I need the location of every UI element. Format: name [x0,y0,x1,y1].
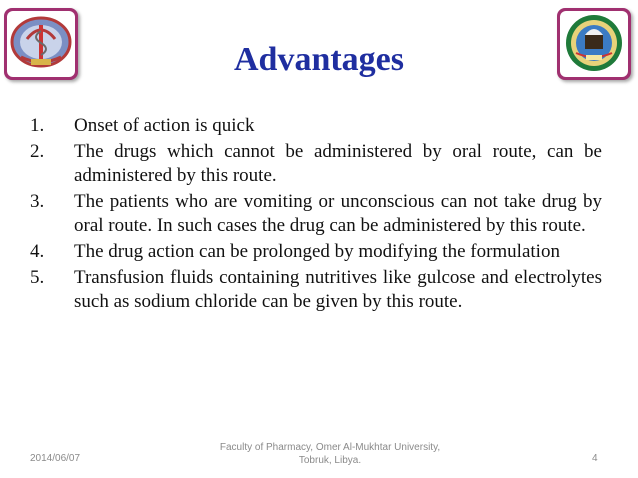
list-item-text: The patients who are vomiting or unconscious can not take drug by oral route. In such cases the drug can be administered by this route. [74,191,602,236]
footer-affiliation-line: Tobruk, Libya. [298,455,362,466]
list-item-text: The drugs which cannot be administered by oral route, can be administered by this route. [74,141,602,186]
list-item-number: 5. [30,267,45,288]
list-item [30,140,602,188]
advantages-list [30,114,602,316]
list-item [30,266,602,314]
page-number: 4 [592,453,598,464]
footer-date: 2014/06/07 [30,453,81,464]
footer-affiliation-line: Faculty of Pharmacy, Omer Al-Mukhtar University, [219,442,441,453]
list-item-text: The drug action can be prolonged by modifying the formulation [74,241,560,262]
list-item-number: 1. [30,115,45,136]
list-item-text: Transfusion fluids containing nutritives like gulcose and electrolytes such as sodium chloride can be given by this route. [74,267,602,312]
footer-affiliation [200,441,460,467]
list-item [30,240,602,264]
list-item-number: 4. [30,241,45,262]
list-item-text: Onset of action is quick [74,115,255,136]
list-item [30,114,602,138]
list-item-number: 3. [30,191,45,212]
list-item [30,190,602,238]
list-item-number: 2. [30,141,45,162]
slide-title: Advantages [233,41,405,78]
